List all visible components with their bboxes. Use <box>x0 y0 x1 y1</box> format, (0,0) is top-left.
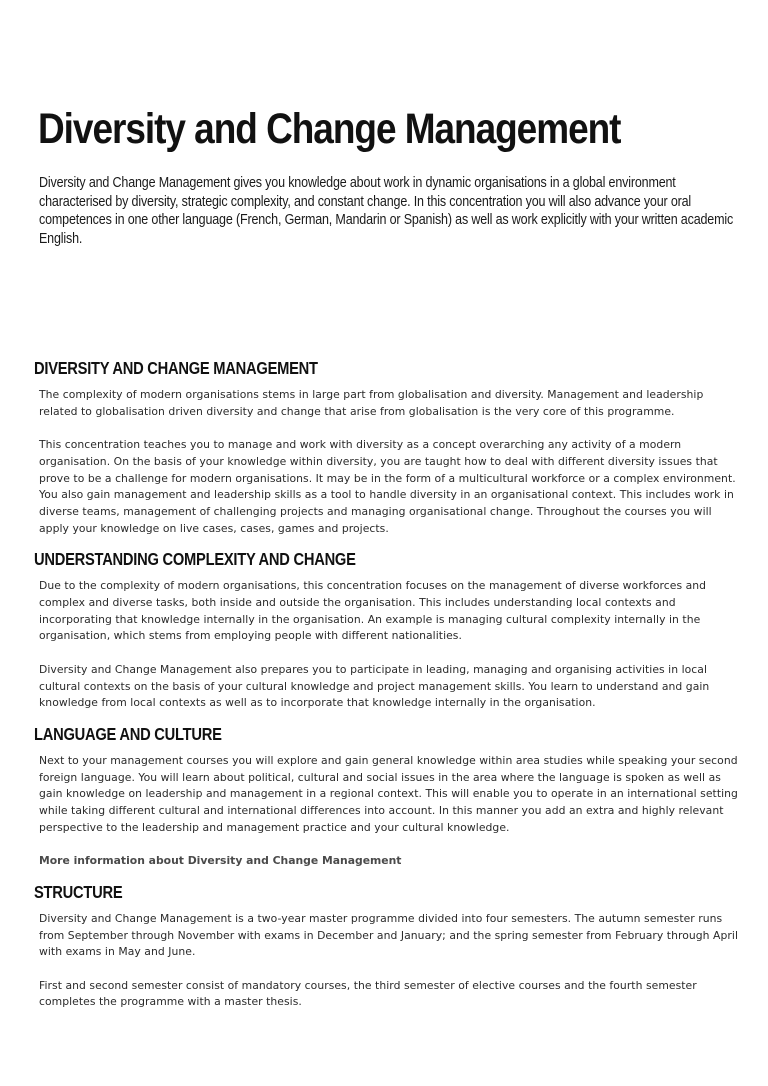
section-diversity-and-change <box>34 357 739 537</box>
section-paragraph: Diversity and Change Management is a two-year master programme divided into four semesters. The autumn semester runs from September through November with exams in December and January; and the spring semester from February through April with exams in May and June. <box>39 911 738 959</box>
main-content <box>34 357 739 1011</box>
section-language-and-culture <box>34 723 739 870</box>
section-heading: STRUCTURE <box>34 881 123 902</box>
section-paragraph: Due to the complexity of modern organisations, this concentration focuses on the management of diverse workforces and complex and diverse tasks, both inside and outside the organisation. This includes understanding local contexts and incorporating that knowledge internally in the organisation. An example is managing cultural complexity internally in the organisation, which stems from employing people with different nationalities. <box>39 579 707 643</box>
section-heading: DIVERSITY AND CHANGE MANAGEMENT <box>34 358 318 378</box>
section-heading: LANGUAGE AND CULTURE <box>34 723 222 744</box>
page-title: Diversity and Change Management <box>38 105 621 153</box>
section-paragraph: The complexity of modern organisations stems in large part from globalisation and diversity. Management and leadership related to globalisation driven diversity and change that arise from globalisation is the very core of this programme. <box>39 388 704 418</box>
section-heading: UNDERSTANDING COMPLEXITY AND CHANGE <box>34 549 356 570</box>
section-paragraph: Diversity and Change Management also prepares you to participate in leading, managing and organising activities in local cultural contexts on the basis of your cultural knowledge and project management skills. You learn to understand and gain knowledge from local contexts as well as to incorporate that knowledge internally in the organisation. <box>39 662 710 710</box>
section-paragraph: Next to your management courses you will explore and gain general knowledge within area studies while speaking your second foreign language. You will learn about political, cultural and social issues in the area where the language is spoken as well as gain knowledge on leadership and management in a regional context. This will enable you to operate in an international setting while taking different cultural and international differences into account. In this manner you add an extra and highly relevant perspective to the leadership and management practice and your cultural knowledge. <box>39 753 738 834</box>
section-paragraph: First and second semester consist of mandatory courses, the third semester of elective courses and the fourth semester completes the programme with a master thesis. <box>39 978 697 1009</box>
section-structure <box>34 881 739 1011</box>
more-information-link[interactable]: More information about Diversity and Change Management <box>39 854 402 868</box>
section-paragraph: This concentration teaches you to manage and work with diversity as a concept overarching any activity of a modern organisation. On the basis of your knowledge within diversity, you are taught how to deal with different diversity issues that prove to be a challenge for modern organisations. It may be in the form of a multicultural workforce or a complex environment. You also gain management and leadership skills as a tool to handle diversity in an organisational context. This includes work in diverse teams, management of challenging projects and managing organisational change. Throughout the courses you will apply your knowledge on live cases, cases, games and projects. <box>39 438 736 535</box>
section-understanding-complexity <box>34 548 739 712</box>
intro-paragraph: Diversity and Change Management gives you knowledge about work in dynamic organisations in a global environment characterised by diversity, strategic complexity, and constant change. In this concentration you will also advance your oral competences in one other language (French, German, Mandarin or Spanish) as well as work explicitly with your written academic English. <box>39 174 734 248</box>
